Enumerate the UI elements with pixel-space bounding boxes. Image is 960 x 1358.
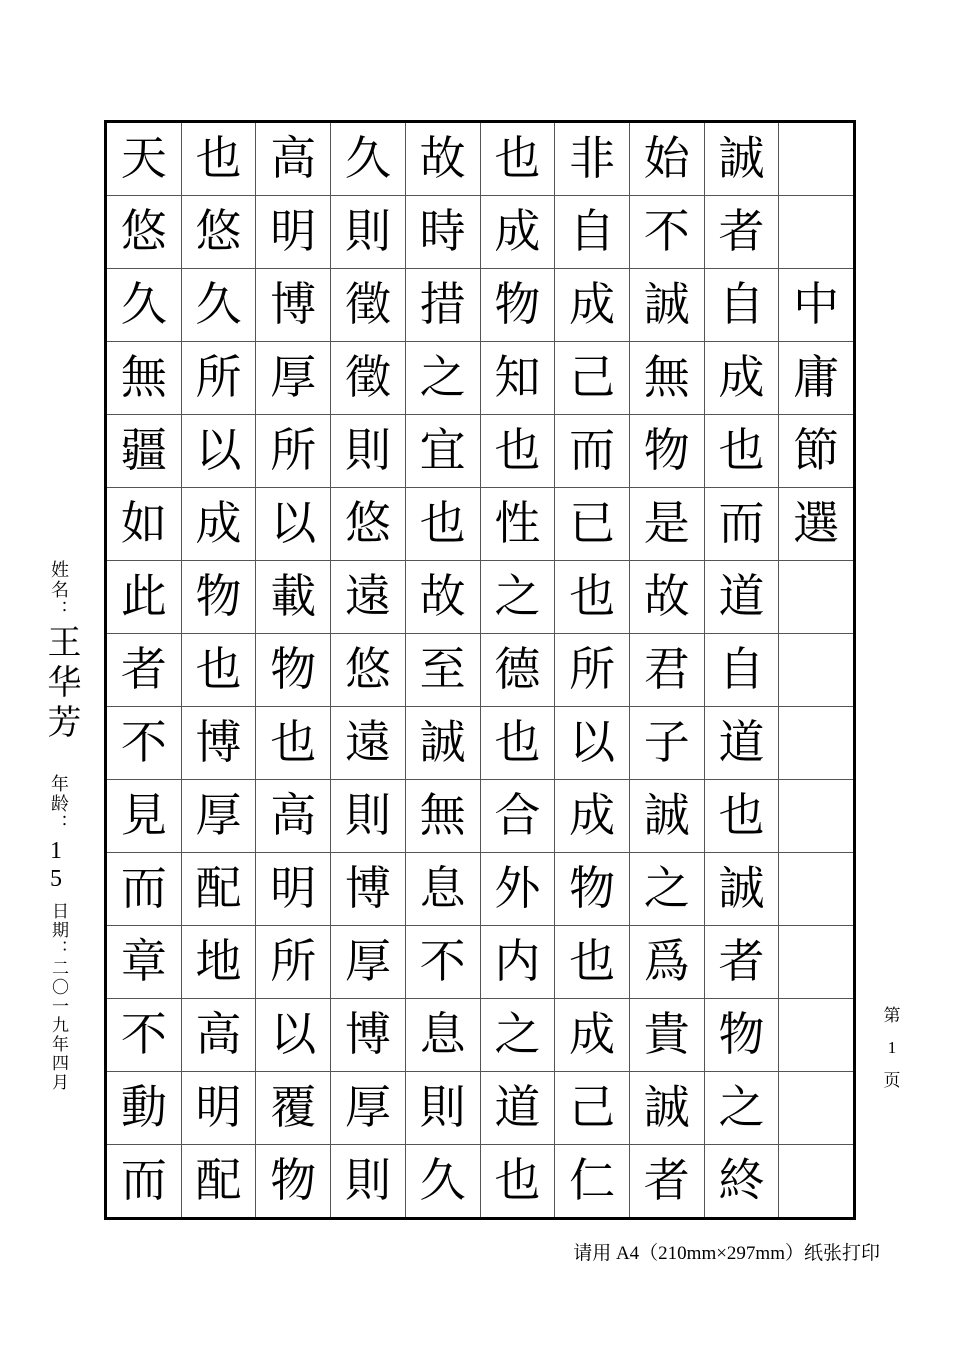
grid-cell: 久 — [406, 1144, 480, 1217]
grid-cell: 厚 — [331, 1071, 405, 1144]
grid-cell: 不 — [630, 195, 704, 268]
grid-cell: 時 — [406, 195, 480, 268]
grid-cell: 而 — [705, 487, 779, 560]
name-value: 王华芳 — [42, 624, 79, 744]
copybook-grid — [104, 120, 856, 1220]
grid-cell: 博 — [331, 852, 405, 925]
grid-cell: 載 — [256, 560, 330, 633]
grid-cell: 配 — [182, 852, 256, 925]
grid-cell-empty — [779, 195, 853, 268]
grid-cell: 此 — [107, 560, 181, 633]
grid-cell: 也 — [406, 487, 480, 560]
grid-cell: 也 — [182, 633, 256, 706]
grid-cell: 者 — [630, 1144, 704, 1217]
grid-cell: 物 — [256, 633, 330, 706]
grid-cell: 始 — [643, 133, 690, 184]
grid-cell: 子 — [630, 706, 704, 779]
grid-cell: 誠 — [630, 268, 704, 341]
grid-cell: 遠 — [331, 706, 405, 779]
grid-cell: 厚 — [331, 925, 405, 998]
grid-cell: 爲 — [630, 925, 704, 998]
grid-cell-empty — [779, 779, 853, 852]
grid-cell: 成 — [481, 195, 555, 268]
grid-cell: 也 — [481, 706, 555, 779]
grid-cell: 博 — [331, 998, 405, 1071]
grid-cell: 而 — [555, 414, 629, 487]
grid-cell: 選 — [779, 487, 853, 560]
grid-cell: 不 — [107, 998, 181, 1071]
grid-cell: 明 — [256, 195, 330, 268]
grid-cell: 之 — [481, 998, 555, 1071]
grid-cell: 不 — [107, 706, 181, 779]
grid-cell: 物 — [630, 414, 704, 487]
grid-cell: 以 — [555, 706, 629, 779]
grid-cell: 則 — [406, 1071, 480, 1144]
grid-cell: 自 — [555, 195, 629, 268]
grid-cell: 誠 — [630, 1071, 704, 1144]
grid-cell: 也 — [705, 414, 779, 487]
grid-cell-empty — [779, 1144, 853, 1217]
grid-cell: 也 — [555, 560, 629, 633]
grid-cell: 己 — [555, 1071, 629, 1144]
grid-cell: 章 — [107, 925, 181, 998]
grid-cell: 厚 — [182, 779, 256, 852]
grid-cell: 誠 — [406, 706, 480, 779]
grid-cell: 則 — [331, 414, 405, 487]
grid-cell: 故 — [419, 133, 466, 184]
grid-cell: 見 — [107, 779, 181, 852]
page-number-suffix: 页 — [883, 1070, 901, 1090]
grid-cell: 終 — [705, 1144, 779, 1217]
grid-cell: 之 — [705, 1071, 779, 1144]
grid-cell: 成 — [555, 998, 629, 1071]
grid-column — [330, 123, 405, 1217]
name-label: 姓名： — [49, 560, 69, 620]
grid-cell: 則 — [331, 195, 405, 268]
age-value: 15 — [43, 838, 69, 894]
grid-cell: 也 — [555, 925, 629, 998]
grid-cell: 合 — [481, 779, 555, 852]
grid-cell: 無 — [107, 341, 181, 414]
grid-cell: 不 — [406, 925, 480, 998]
grid-cell: 成 — [705, 341, 779, 414]
grid-cell: 性 — [481, 487, 555, 560]
grid-cell: 徵 — [331, 341, 405, 414]
grid-cell: 之 — [406, 341, 480, 414]
grid-cell: 也 — [494, 133, 541, 184]
grid-cell: 高 — [182, 998, 256, 1071]
grid-cell: 道 — [705, 560, 779, 633]
grid-cell: 誠 — [705, 852, 779, 925]
grid-cell-empty — [779, 706, 853, 779]
grid-cell: 也 — [256, 706, 330, 779]
grid-column — [181, 123, 256, 1217]
grid-cell-empty — [779, 925, 853, 998]
page-number — [872, 1000, 912, 1097]
grid-cell: 所 — [182, 341, 256, 414]
grid-column — [255, 123, 330, 1217]
grid-column — [480, 123, 555, 1217]
grid-cell: 悠 — [331, 633, 405, 706]
grid-cell: 之 — [630, 852, 704, 925]
grid-cell: 也 — [195, 133, 242, 184]
grid-cell: 明 — [182, 1071, 256, 1144]
age-label: 年龄： — [49, 774, 69, 834]
grid-cell: 久 — [107, 268, 181, 341]
grid-cell: 所 — [555, 633, 629, 706]
grid-cell: 庸 — [779, 341, 853, 414]
grid-cell: 物 — [256, 1144, 330, 1217]
grid-cell: 高 — [270, 133, 317, 184]
grid-column — [405, 123, 480, 1217]
grid-cell: 誠 — [630, 779, 704, 852]
print-note: 请用 A4（210mm×297mm）纸张打印 — [573, 1243, 880, 1264]
grid-cell-empty — [779, 852, 853, 925]
grid-cell: 無 — [630, 341, 704, 414]
grid-cell: 物 — [481, 268, 555, 341]
grid-cell: 如 — [107, 487, 181, 560]
grid-cell: 者 — [107, 633, 181, 706]
grid-cell: 徵 — [331, 268, 405, 341]
grid-cell: 非 — [569, 133, 616, 184]
grid-cell-empty — [779, 1071, 853, 1144]
grid-cell: 者 — [705, 925, 779, 998]
grid-cell: 節 — [779, 414, 853, 487]
grid-cell: 以 — [256, 487, 330, 560]
grid-cell: 悠 — [182, 195, 256, 268]
grid-cell: 已 — [555, 487, 629, 560]
grid-cell: 遠 — [331, 560, 405, 633]
grid-cell: 之 — [481, 560, 555, 633]
grid-cell: 而 — [107, 1144, 181, 1217]
grid-cell: 内 — [481, 925, 555, 998]
grid-cell: 仁 — [555, 1144, 629, 1217]
grid-cell: 君 — [630, 633, 704, 706]
grid-cell: 貴 — [630, 998, 704, 1071]
grid-column — [107, 123, 181, 1217]
grid-cell: 至 — [406, 633, 480, 706]
grid-cell: 中 — [779, 268, 853, 341]
grid-cell: 也 — [705, 779, 779, 852]
date-label: 日期：二〇一九年四月 — [49, 902, 68, 1092]
grid-cell: 而 — [107, 852, 181, 925]
page-number-prefix: 第 — [883, 1006, 901, 1025]
grid-cell: 久 — [182, 268, 256, 341]
grid-cell: 物 — [555, 852, 629, 925]
grid-cell-empty — [779, 560, 853, 633]
grid-cell: 故 — [406, 560, 480, 633]
grid-cell: 疆 — [107, 414, 181, 487]
grid-cell: 道 — [481, 1071, 555, 1144]
grid-cell: 所 — [256, 414, 330, 487]
grid-cell: 自 — [705, 633, 779, 706]
grid-cell: 物 — [705, 998, 779, 1071]
grid-cell: 息 — [406, 852, 480, 925]
page-number-value: 1 — [887, 1038, 897, 1058]
grid-cell: 博 — [182, 706, 256, 779]
grid-column — [778, 123, 853, 1217]
grid-cell: 博 — [256, 268, 330, 341]
grid-cell: 天 — [120, 133, 167, 184]
grid-cell: 悠 — [107, 195, 181, 268]
grid-cell: 故 — [630, 560, 704, 633]
grid-cell: 地 — [182, 925, 256, 998]
grid-cell: 外 — [481, 852, 555, 925]
grid-cell: 成 — [182, 487, 256, 560]
grid-cell: 物 — [182, 560, 256, 633]
grid-column — [629, 123, 704, 1217]
grid-cell: 誠 — [718, 133, 765, 184]
grid-cell: 以 — [256, 998, 330, 1071]
grid-cell: 配 — [182, 1144, 256, 1217]
grid-cell: 動 — [107, 1071, 181, 1144]
grid-cell: 己 — [555, 341, 629, 414]
grid-cell: 者 — [705, 195, 779, 268]
grid-cell: 道 — [705, 706, 779, 779]
grid-cell: 知 — [481, 341, 555, 414]
grid-column — [554, 123, 629, 1217]
grid-cell: 覆 — [256, 1071, 330, 1144]
grid-cell: 也 — [481, 414, 555, 487]
grid-cell: 成 — [555, 779, 629, 852]
grid-cell-empty — [779, 123, 853, 195]
grid-cell: 悠 — [331, 487, 405, 560]
grid-cell: 息 — [406, 998, 480, 1071]
grid-cell: 以 — [182, 414, 256, 487]
student-info-block — [30, 560, 98, 1220]
grid-cell-empty — [779, 633, 853, 706]
grid-cell: 無 — [406, 779, 480, 852]
grid-cell-empty — [779, 998, 853, 1071]
grid-cell: 也 — [481, 1144, 555, 1217]
grid-cell: 高 — [256, 779, 330, 852]
grid-cell: 成 — [555, 268, 629, 341]
grid-cell: 厚 — [256, 341, 330, 414]
grid-cell: 明 — [256, 852, 330, 925]
grid-cell: 則 — [331, 1144, 405, 1217]
grid-column — [704, 123, 779, 1217]
grid-cell: 所 — [256, 925, 330, 998]
grid-cell: 久 — [344, 133, 391, 184]
grid-cell: 措 — [406, 268, 480, 341]
grid-cell: 德 — [481, 633, 555, 706]
grid-cell: 是 — [630, 487, 704, 560]
grid-cell: 則 — [331, 779, 405, 852]
grid-cell: 自 — [705, 268, 779, 341]
grid-cell: 宜 — [406, 414, 480, 487]
